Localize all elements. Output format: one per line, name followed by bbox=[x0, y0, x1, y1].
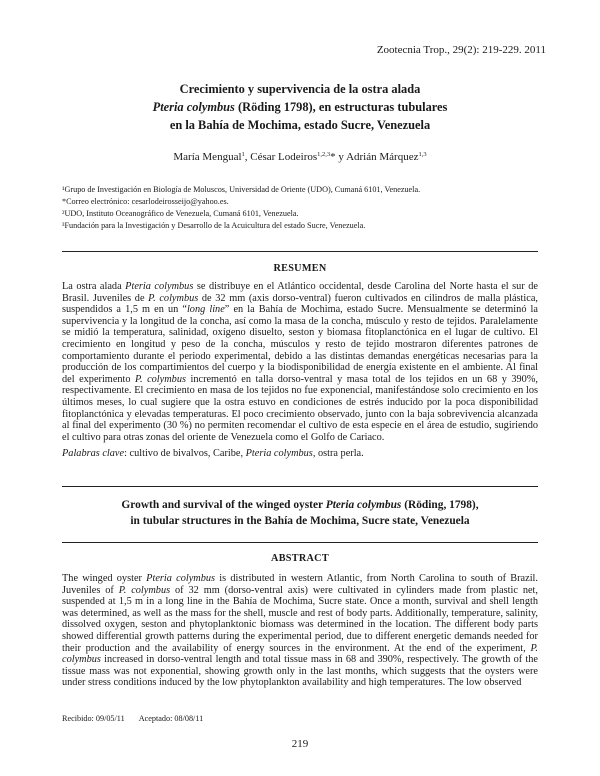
resumen-body bbox=[62, 281, 538, 460]
divider bbox=[62, 251, 538, 252]
affiliation-item: ²UDO, Instituto Oceanográfico de Venezuela, Cumaná 6101, Venezuela. bbox=[62, 209, 299, 218]
title-line-1: Crecimiento y supervivencia de la ostra alada bbox=[179, 82, 421, 96]
article-title bbox=[0, 80, 600, 134]
page-number: 219 bbox=[291, 738, 309, 750]
author-affil-mark: 1,2,3 bbox=[317, 151, 331, 158]
text-run: ” en la Bahía de Mochima, estado Sucre. Mensualmente se determinó la supervivencia y la longitud de la concha, así como la masa de la concha, músculo y resto de tejidos. Paralelamente se midió la temperatura, salinidad, oxígeno disuelto, seston y biomasa fitoplanctónica en el lugar de cultivo. El crecimiento en longitud y peso de la concha, músculos y resto de tejido mostraron diferentes patrones de comportamiento durante el periodo experimental, debido a las distintas demandas energéticas necesarias para la producción de los compartimientos del cuerpo y la biodisponibilidad de energía existente en el ambiente. Al final del experimento bbox=[62, 304, 538, 385]
title-line-2-rest: (Röding 1798), en estructuras tubulares bbox=[234, 100, 448, 114]
journal-reference: Zootecnia Trop., 29(2): 219-229. 2011 bbox=[376, 44, 546, 56]
species-name: P. colymbus bbox=[148, 292, 199, 304]
keywords bbox=[62, 448, 538, 460]
text-run: Growth and survival of the winged oyster bbox=[121, 499, 326, 511]
species-name: Pteria colymbus bbox=[325, 499, 402, 511]
species-name: Pteria colymbus bbox=[245, 448, 313, 460]
affiliation-item: ³Fundación para la Investigación y Desarrollo de la Acuicultura del estado Sucre, Venezuela. bbox=[62, 221, 366, 230]
title-line-2 bbox=[0, 98, 600, 116]
author-name: María Mengual bbox=[173, 151, 242, 163]
abstract-paragraph bbox=[62, 573, 538, 689]
author-separator: , bbox=[244, 151, 251, 163]
keywords-label: Palabras clave bbox=[62, 448, 125, 460]
resumen-heading: RESUMEN bbox=[273, 263, 327, 274]
text-run: de 32 mm (axis dorso-ventral) fueron cultivados en cilindros de malla plástica, suspendidos a 1,5 m en un “ bbox=[62, 292, 538, 316]
text-run: of 32 mm (dorso-ventral axis) were cultivated in cylinders made from plastic net, suspended at 1,5 m in a long line in the Bahía de Mochima, Sucre state. Once a month, survival and shell length was determined, as well as the mass for the shell, muscle and rest of body parts. Additionally, temperature, salinity, dissolved oxygen, seston and phytoplanktonic biomass was determined in the location. The different body parts showed differential growth patterns during the experimental period, due to different energetic demands needed for their production and the availability of energy sources in the environment. At the end of the experiment, bbox=[62, 584, 538, 654]
author-affil-mark: 1,3 bbox=[418, 151, 427, 158]
english-title bbox=[0, 497, 600, 529]
affiliations bbox=[62, 184, 542, 232]
abstract-body bbox=[62, 573, 538, 689]
author-list bbox=[0, 151, 600, 163]
divider bbox=[62, 542, 538, 543]
species-name: Pteria colymbus bbox=[146, 573, 216, 584]
text-run: , ostra perla. bbox=[312, 448, 364, 460]
author-name: Adrián Márquez bbox=[346, 151, 419, 163]
title-line-3: en la Bahía de Mochima, estado Sucre, Venezuela bbox=[169, 118, 431, 132]
text-run: increased in dorso-ventral length and total tissue mass in 68 and 390%, respectively. The growth of the tissue mass was not exponential, showing growth only in the last months, which suggests that the oysters were under stress conditions induced by the low phytoplankton availability and high temperatures. The low observed bbox=[62, 654, 538, 689]
author-affil-mark: 1 bbox=[241, 151, 245, 158]
text-run: : cultivo de bivalvos, Caribe, bbox=[124, 448, 246, 460]
title-species: Pteria colymbus bbox=[152, 100, 235, 114]
english-title-line-1 bbox=[0, 497, 600, 513]
accepted-date: Aceptado: 08/08/11 bbox=[138, 714, 204, 723]
author-name: César Lodeiros bbox=[250, 151, 318, 163]
divider bbox=[62, 486, 538, 487]
affiliation-item: ¹Grupo de Investigación en Biología de Moluscos, Universidad de Oriente (UDO), Cumaná 6101, Venezuela. bbox=[62, 185, 421, 194]
text-run: The winged oyster bbox=[62, 573, 147, 584]
received-date: Recibido: 09/05/11 bbox=[62, 714, 125, 723]
italic-term: long line bbox=[186, 304, 225, 316]
resumen-paragraph bbox=[62, 281, 538, 443]
author-separator: * y bbox=[330, 151, 347, 163]
abstract-heading: ABSTRACT bbox=[271, 553, 329, 564]
text-run: La ostra alada bbox=[62, 281, 126, 292]
text-run: se distribuye en el Atlántico occidental, desde Carolina del Norte hasta el sur de Brasil. Juveniles de bbox=[62, 281, 538, 304]
affiliation-item: *Correo electrónico: cesarlodeirosseijo@yahoo.es. bbox=[62, 197, 229, 206]
dates bbox=[62, 714, 203, 723]
text-run: incrementó en talla dorso-ventral y masa total de los tejidos en un 68 y 390%, respectivamente. El crecimiento en masa de los tejidos no fue exponencial, manifestándose solo crecimiento en los últimos meses, lo cual sugiere que la ostra estuvo en condiciones de estrés inducido por la poca disponibilidad fitoplanctónica y elevadas temperaturas. El poco crecimiento observado, junto con la baja sobrevivencia alcanzada al final del experimento (30 %) no permiten recomendar el cultivo de esta especie en el área de estudio, sugiriendo el cultivo para otras zonas del oriente de Venezuela como el Golfo de Cariaco. bbox=[62, 373, 538, 443]
species-name: P. colymbus bbox=[118, 584, 171, 596]
species-name: P. colymbus bbox=[62, 642, 538, 666]
text-run: is distributed in western Atlantic, from North Carolina to south of Brazil. Juveniles of bbox=[62, 573, 538, 596]
text-run: (Röding, 1798), bbox=[401, 499, 479, 511]
species-name: Pteria colymbus bbox=[125, 281, 194, 292]
english-title-line-2: in tubular structures in the Bahía de Mochima, Sucre state, Venezuela bbox=[130, 515, 470, 527]
species-name: P. colymbus bbox=[135, 373, 186, 385]
